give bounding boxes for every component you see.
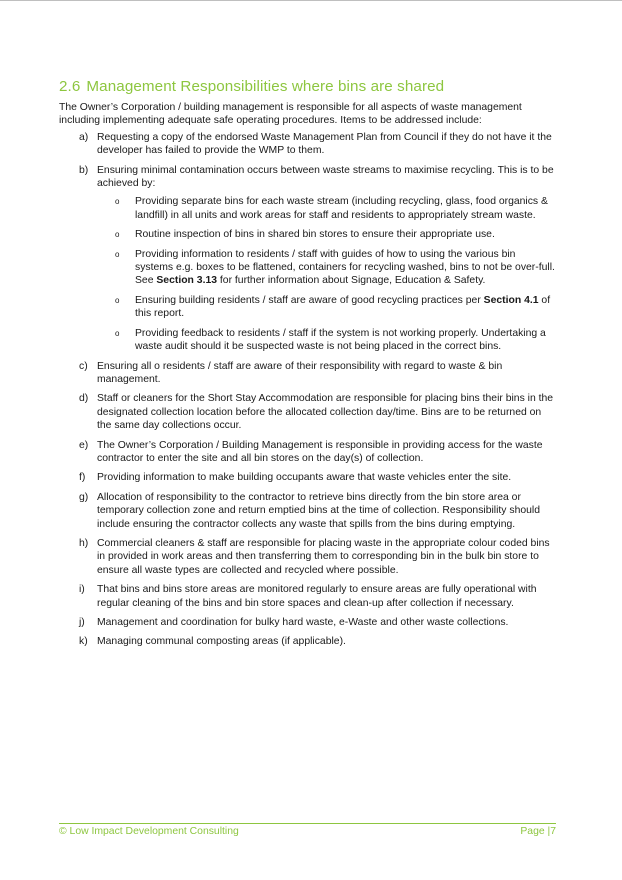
- list-item: [59, 616, 556, 629]
- item-text: Commercial cleaners & staff are responsible for placing waste in the appropriate colour coded bins in provided in work areas and then transferring them to corresponding bin in the bulk bin store to ensure all waste types are collected and recycled where possible.: [97, 537, 550, 576]
- footer-copyright: © Low Impact Development Consulting: [59, 826, 239, 837]
- bullet-icon: o: [115, 328, 120, 338]
- page-number: Page |7: [520, 826, 556, 837]
- item-text: Management and coordination for bulky hard waste, e-Waste and other waste collections.: [97, 617, 509, 628]
- item-label: k): [79, 636, 88, 648]
- sub-list-item: [97, 228, 556, 241]
- list-item: [59, 439, 556, 466]
- section-number: 2.6: [59, 78, 81, 95]
- section-reference: Section 3.13: [156, 275, 218, 287]
- item-text: Requesting a copy of the endorsed Waste Management Plan from Council if they do not have it the developer has failed to provide the WMP to them.: [97, 131, 552, 157]
- item-label: f): [79, 472, 86, 484]
- list-item: [59, 392, 556, 432]
- list-item: [59, 360, 556, 387]
- list-item: [59, 537, 556, 577]
- list-item: [59, 131, 556, 158]
- item-text: Providing information to make building occupants aware that waste vehicles enter the site.: [97, 472, 512, 484]
- list-item: [59, 491, 556, 531]
- list-item: [59, 471, 556, 484]
- sub-list-item: [97, 195, 556, 222]
- sub-list-item: [97, 248, 556, 288]
- sub-item-text: Providing information to residents / staff with guides of how to using the various bin systems e.g. boxes to be flattened, containers for recycling washed, bins to not be over-full. See: [135, 248, 555, 287]
- item-label: a): [79, 131, 89, 143]
- bullet-icon: o: [115, 249, 120, 259]
- item-label: g): [79, 491, 89, 503]
- bullet-icon: o: [115, 230, 120, 240]
- list-item: [59, 635, 556, 648]
- section-heading: [59, 78, 556, 95]
- list-item: [59, 164, 556, 354]
- item-text: Allocation of responsibility to the contractor to retrieve bins directly from the bin store area or temporary collection zone and return emptied bins at the time of collection. Responsibility should include ensuring the contractor collects any waste that spills from the bins during emptying.: [97, 491, 540, 530]
- item-label: h): [79, 537, 89, 549]
- sub-list: [97, 195, 556, 353]
- item-label: d): [79, 393, 89, 405]
- bullet-icon: o: [115, 295, 120, 305]
- top-rule: [0, 0, 622, 1]
- item-text: Staff or cleaners for the Short Stay Accommodation are responsible for placing bins their bins in the designated collection location before the allocated collection day/time. Bins are to be returned on the same day collections occur.: [97, 393, 554, 432]
- list-item: [59, 583, 556, 610]
- section-reference: Section 4.1: [483, 294, 539, 306]
- sub-list-item: [97, 294, 556, 321]
- item-text: That bins and bins store areas are monitored regularly to ensure areas are fully operational with regular cleaning of the bins and bin store spaces and clean-up after collection if necessary.: [97, 584, 537, 609]
- item-label: e): [79, 439, 89, 451]
- intro-paragraph: The Owner’s Corporation / building management is responsible for all aspects of waste management including implementing adequate safe operating procedures. Items to be addressed include:: [59, 102, 522, 127]
- responsibility-list: [59, 131, 556, 649]
- item-text: The Owner’s Corporation / Building Management is responsible in providing access for the waste contractor to enter the site and all bin stores on the day(s) of collection.: [97, 439, 543, 464]
- sub-list-item: [97, 327, 556, 354]
- sub-item-text: Providing feedback to residents / staff if the system is not working properly. Undertaking a waste audit should it be suspected waste is not being placed in the correct bins.: [135, 327, 546, 353]
- sub-item-text-end: of this report.: [135, 294, 551, 320]
- item-label: b): [79, 164, 89, 176]
- footer-rule: [59, 823, 556, 824]
- sub-item-text: Routine inspection of bins in shared bin stores to ensure their appropriate use.: [135, 229, 495, 241]
- sub-item-text: Providing separate bins for each waste stream (including recycling, glass, food organics & landfill) in all units and work areas for staff and residents to appropriately stream waste.: [135, 196, 548, 221]
- page-content: [59, 78, 556, 655]
- sub-item-text-end: for further information about Signage, Education & Safety.: [217, 275, 486, 287]
- sub-item-text: Ensuring building residents / staff are aware of good recycling practices per: [135, 294, 484, 306]
- section-title: Management Responsibilities where bins are shared: [86, 78, 445, 95]
- item-label: c): [79, 360, 88, 372]
- item-text: Ensuring all o residents / staff are aware of their responsibility with regard to waste & bin management.: [97, 360, 503, 385]
- item-text: Ensuring minimal contamination occurs between waste streams to maximise recycling. This is to be achieved by:: [97, 164, 554, 190]
- item-label: j): [79, 617, 85, 628]
- item-text: Managing communal composting areas (if applicable).: [97, 636, 346, 648]
- item-label: i): [79, 584, 85, 596]
- bullet-icon: o: [115, 197, 120, 207]
